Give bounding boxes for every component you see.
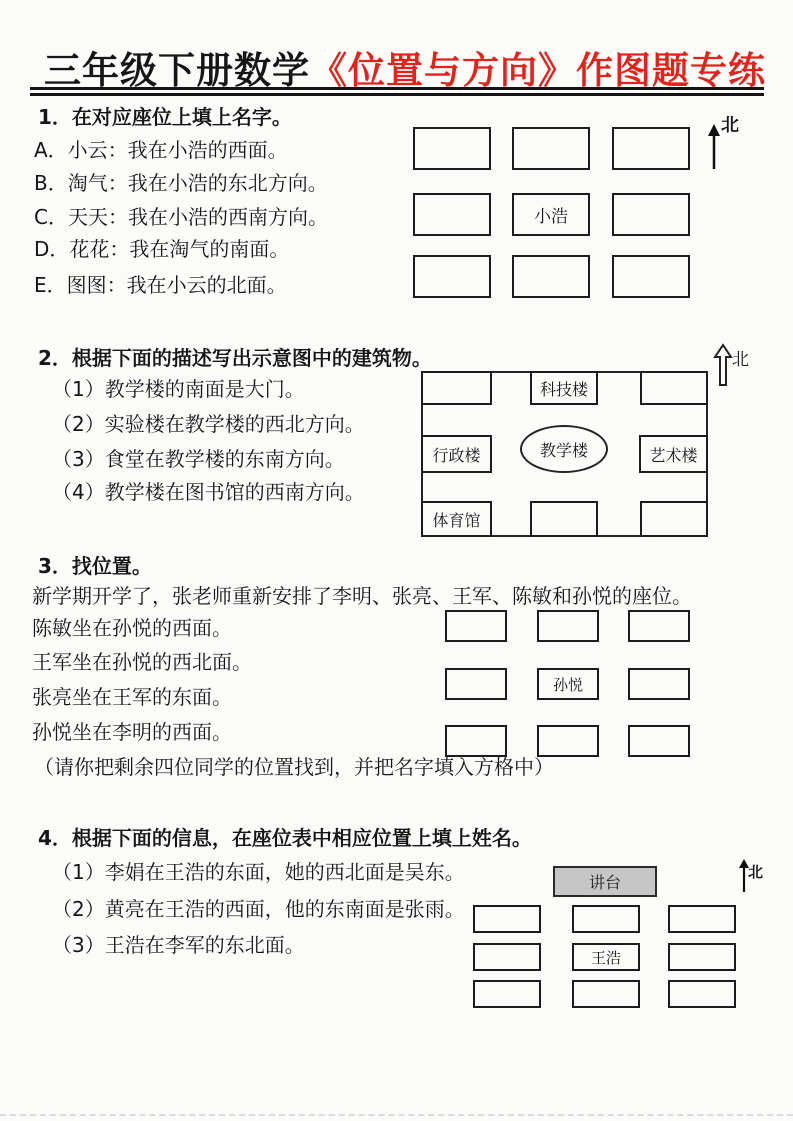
q4-item-1: （1）李娟在王浩的东面，她的西北面是吴东。 (52, 860, 465, 884)
seat-box (572, 980, 640, 1008)
seat-box (445, 610, 507, 642)
q2-north-label: 北 (732, 350, 749, 370)
seat-box (445, 725, 507, 757)
building-box-empty (640, 501, 708, 537)
seat-box (512, 255, 590, 298)
seat-box-sunyue: 孙悦 (537, 668, 599, 700)
q1-item-d: D．花花：我在淘气的南面。 (34, 237, 290, 261)
seat-box (512, 127, 590, 170)
q4-item-3: （3）王浩在李军的东北面。 (52, 933, 305, 957)
page-title-black: 三年级下册数学 (44, 49, 310, 92)
seat-box (612, 255, 690, 298)
seat-box (628, 725, 690, 757)
seat-box (537, 725, 599, 757)
campus-map (421, 371, 708, 537)
q2-item-4: （4）教学楼在图书馆的西南方向。 (52, 480, 365, 504)
building-box-art: 艺术楼 (639, 435, 708, 473)
q2-item-3: （3）食堂在教学楼的东南方向。 (52, 447, 345, 471)
seat-box (445, 668, 507, 700)
seat-box (413, 255, 491, 298)
q3-note: （请你把剩余四位同学的位置找到，并把名字填入方格中） (34, 755, 554, 779)
q1-item-b: B．淘气：我在小浩的东北方向。 (34, 171, 328, 195)
seat-box (572, 905, 640, 933)
q4-north-label: 北 (748, 863, 764, 881)
seat-box (473, 905, 541, 933)
q4-heading: 4．根据下面的信息，在座位表中相应位置上填上姓名。 (38, 826, 532, 850)
q4-item-2: （2）黄亮在王浩的西面，他的东南面是张雨。 (52, 897, 465, 921)
q2-item-1: （1）教学楼的南面是大门。 (52, 377, 305, 401)
building-box-admin: 行政楼 (421, 435, 492, 473)
building-box-empty (530, 501, 598, 537)
building-box-empty (640, 371, 708, 405)
title-divider (30, 87, 764, 96)
podium-box: 讲台 (553, 866, 657, 897)
q1-item-c: C．天天：我在小浩的西南方向。 (34, 205, 328, 229)
north-arrow-outline-icon (712, 343, 734, 387)
q4-seat-grid (473, 905, 736, 1008)
seat-box (413, 193, 491, 236)
q2-heading: 2．根据下面的描述写出示意图中的建筑物。 (38, 346, 432, 370)
page-title (44, 40, 766, 94)
seat-box (473, 943, 541, 971)
seat-box (668, 943, 736, 971)
seat-box (668, 980, 736, 1008)
q1-seat-grid (413, 127, 690, 298)
page-title-red: 《位置与方向》作图题专练 (310, 49, 766, 92)
q1-north-label: 北 (721, 115, 739, 136)
q3-seat-grid (445, 610, 690, 757)
seat-box (612, 127, 690, 170)
q3-clue-1: 陈敏坐在孙悦的西面。 (32, 616, 232, 640)
page-bottom-divider (0, 1114, 793, 1116)
q3-intro: 新学期开学了，张老师重新安排了李明、张亮、王军、陈敏和孙悦的座位。 (32, 584, 692, 608)
seat-box (537, 610, 599, 642)
q1-heading: 1．在对应座位上填上名字。 (38, 105, 292, 129)
seat-box-xiaohao: 小浩 (512, 193, 590, 236)
q3-clue-2: 王军坐在孙悦的西北面。 (32, 650, 252, 674)
seat-box (413, 127, 491, 170)
seat-box-wanghao: 王浩 (572, 943, 640, 971)
north-arrow-icon (706, 124, 722, 170)
seat-box (628, 610, 690, 642)
q1-item-e: E．图图：我在小云的北面。 (34, 273, 287, 297)
seat-box (628, 668, 690, 700)
building-box-gym: 体育馆 (421, 501, 492, 537)
q3-clue-3: 张亮坐在王军的东面。 (32, 685, 232, 709)
seat-box (473, 980, 541, 1008)
seat-box (612, 193, 690, 236)
q1-item-a: A．小云：我在小浩的西面。 (34, 138, 288, 162)
building-ellipse-teaching: 教学楼 (520, 425, 608, 473)
building-box-science: 科技楼 (530, 371, 598, 405)
q3-heading: 3．找位置。 (38, 554, 152, 578)
building-box-empty (421, 371, 492, 405)
seat-box (668, 905, 736, 933)
q3-clue-4: 孙悦坐在李明的西面。 (32, 720, 232, 744)
q2-item-2: （2）实验楼在教学楼的西北方向。 (52, 412, 365, 436)
